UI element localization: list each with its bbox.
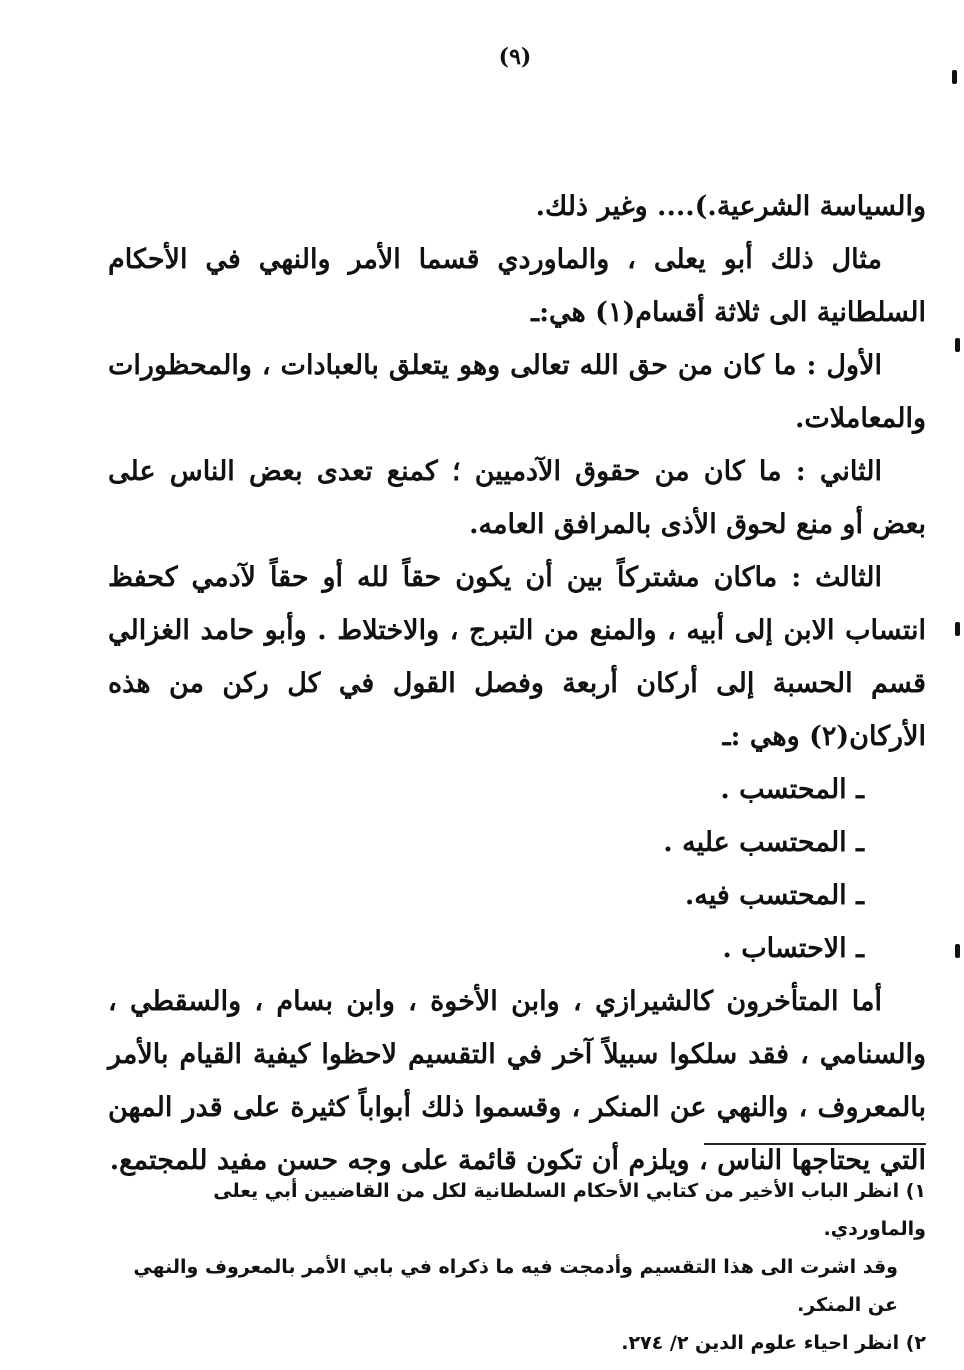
list-item-muhtasib: ـ المحتسب .	[720, 774, 864, 805]
list-item-muhtasab-alayh: ـ المحتسب عليه .	[663, 827, 864, 858]
footnote-2: ٢) انظر احياء علوم الدين ٢/ ٢٧٤.	[621, 1332, 926, 1354]
scan-edge-mark	[955, 944, 960, 958]
footnotes	[108, 1172, 926, 1362]
paragraph-continuation: والسياسة الشرعية.).... وغير ذلك.	[535, 191, 926, 222]
page-number: (٩)	[498, 44, 532, 70]
footnote-1-continuation: وقد اشرت الى هذا التقسيم وأدمجت فيه ما ذكراه في بابي الأمر بالمعروف والنهي عن المنكر.	[133, 1256, 898, 1316]
paragraph-third-category: الثالث : ماكان مشتركاً بين أن يكون حقاً لله أو حقاً لآدمي كحفظ انتساب الابن إلى أبيه ، والمنع من التبرج ، والاختلاط . وأبو حامد الغزالي قسم الحسبة إلى أركان أربعة وفصل القول في كل ركن من هذه الأركان(٢) وهي :ـ	[108, 562, 926, 752]
scan-edge-mark	[955, 338, 960, 352]
scan-edge-mark	[952, 70, 957, 84]
list-item-ihtisab: ـ الاحتساب .	[722, 933, 864, 964]
scan-edge-mark	[955, 622, 960, 636]
paragraph-example: مثال ذلك أبو يعلى ، والماوردي قسما الأمر والنهي في الأحكام السلطانية الى ثلاثة أقسام(١) هي:ـ	[108, 244, 926, 328]
paragraph-second-category: الثاني : ما كان من حقوق الآدميين ؛ كمنع تعدى بعض الناس على بعض أو منع لحوق الأذى بالمرافق العامه.	[108, 456, 926, 540]
paragraph-later-scholars: أما المتأخرون كالشيرازي ، وابن الأخوة ، وابن بسام ، والسقطي ، والسنامي ، فقد سلكوا سبيلاً آخر في التقسيم لاحظوا كيفية القيام بالأمر بالمعروف ، والنهي عن المنكر ، وقسموا ذلك أبواباً كثيرة على قدر المهن التي يحتاجها الناس ، ويلزم أن تكون قائمة على وجه حسن مفيد للمجتمع.	[108, 986, 926, 1176]
body-text	[108, 180, 926, 1187]
footnote-1: ١) انظر الباب الأخير من كتابي الأحكام السلطانية لكل من القاضيين أبي يعلى والماوردي.	[213, 1180, 926, 1240]
list-item-muhtasab-fih: ـ المحتسب فيه.	[684, 880, 864, 911]
footnote-divider	[704, 1143, 926, 1145]
paragraph-first-category: الأول : ما كان من حق الله تعالى وهو يتعلق بالعبادات ، والمحظورات والمعاملات.	[108, 350, 926, 434]
